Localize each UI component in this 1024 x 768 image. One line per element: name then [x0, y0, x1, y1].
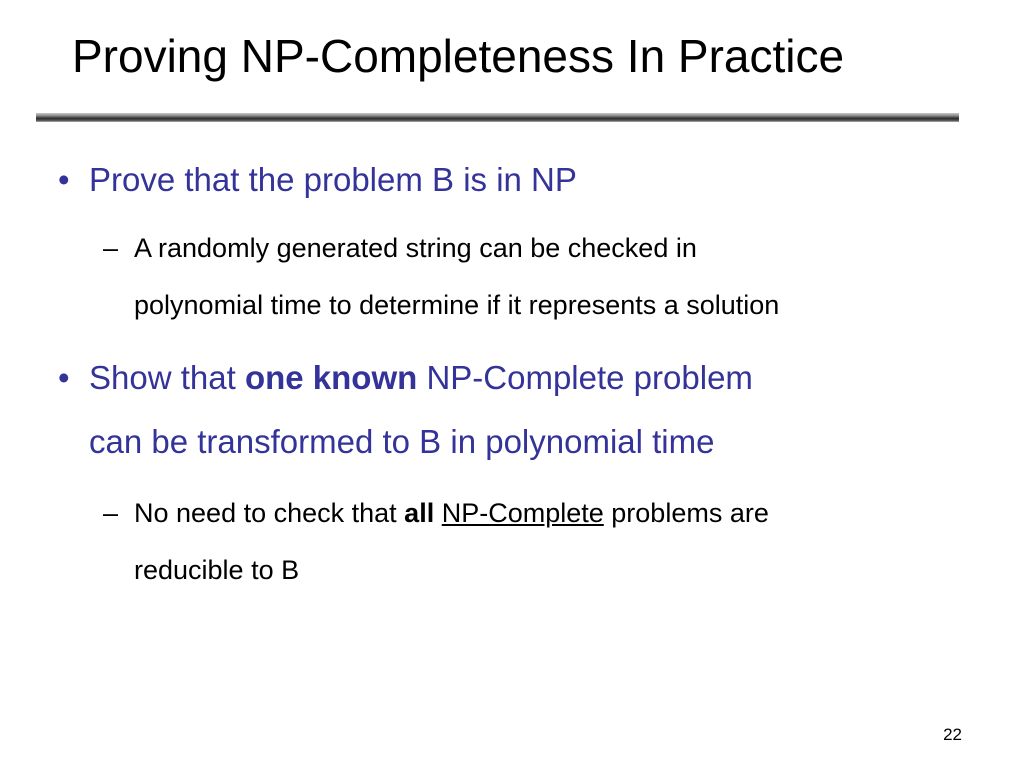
sub-bullet-segment: No need to check that: [134, 498, 405, 528]
underlined-term: NP-Complete: [441, 498, 604, 528]
sub-bullet-text: [134, 220, 964, 334]
title-divider: [36, 113, 959, 122]
bullet-text-segment: NP-Complete problem: [417, 359, 753, 396]
bullet-text-segment: Show that: [89, 359, 245, 396]
sub-bullet-line: polynomial time to determine if it represents a solution: [134, 290, 780, 320]
bullet-marker: •: [58, 161, 70, 198]
sub-bullet-segment: [434, 498, 442, 528]
sub-bullet-line: A randomly generated string can be checked in: [134, 233, 697, 263]
bold-emphasis: all: [404, 498, 435, 528]
page-number: 22: [943, 725, 962, 744]
bullet-text-line: can be transformed to B in polynomial time: [89, 423, 715, 460]
sub-bullet-segment: problems are: [603, 498, 769, 528]
bullet-marker: •: [58, 359, 70, 396]
bold-emphasis: one known: [244, 359, 418, 396]
sub-bullet-marker: –: [103, 233, 119, 263]
bullet-text: [89, 346, 949, 474]
sub-bullet-marker: –: [103, 498, 119, 528]
bullet-text: Prove that the problem B is in NP: [89, 161, 577, 198]
sub-bullet-text: [134, 485, 964, 599]
sub-bullet-line: reducible to B: [134, 555, 300, 585]
slide-title: Proving NP-Completeness In Practice: [72, 30, 845, 82]
